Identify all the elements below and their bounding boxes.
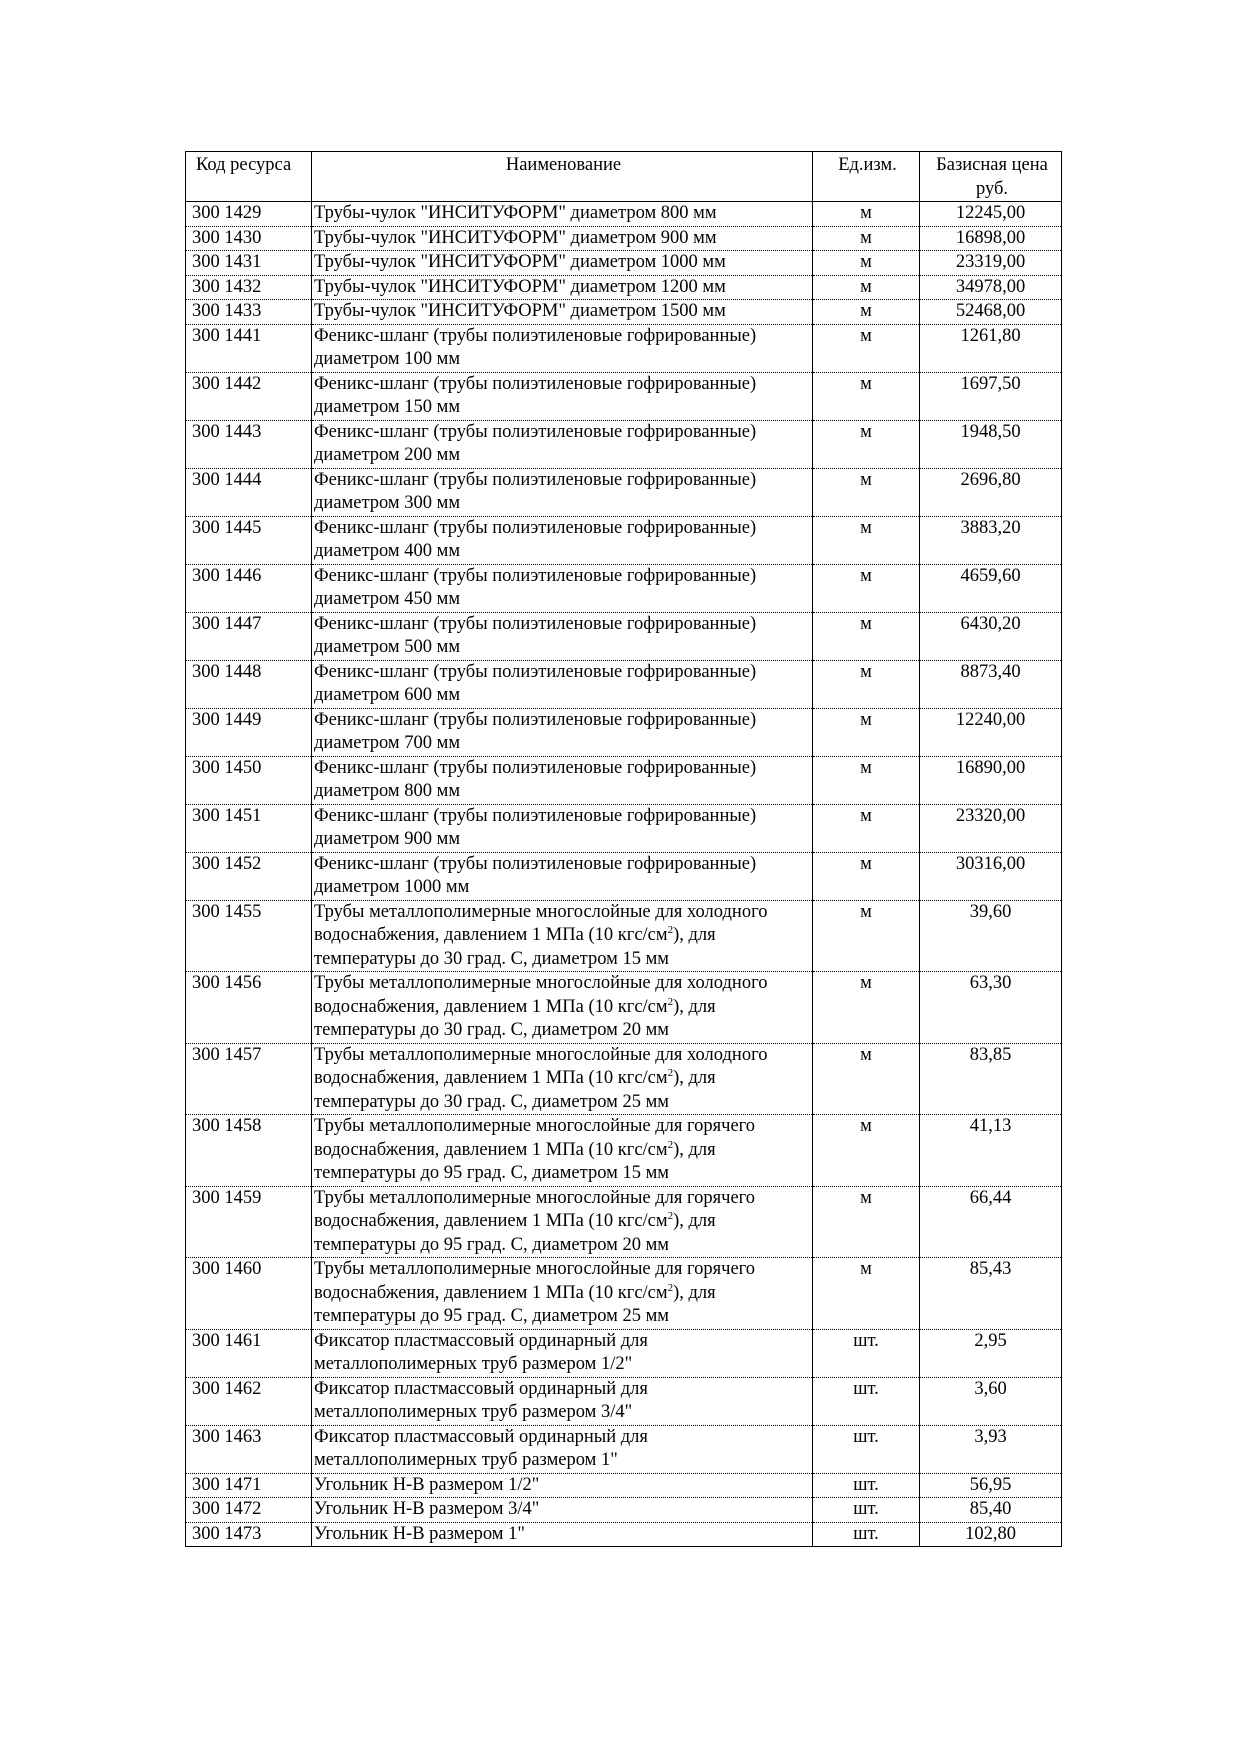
- price-cell: 3883,20: [920, 516, 1062, 564]
- name-cell: Феникс-шланг (трубы полиэтиленовые гофрированные) диаметром 450 мм: [312, 564, 813, 612]
- price-cell: 41,13: [920, 1115, 1062, 1187]
- code-cell: 300 1473: [186, 1522, 312, 1547]
- table-row: [186, 420, 1062, 468]
- price-cell: 3,60: [920, 1377, 1062, 1425]
- price-cell: 102,80: [920, 1522, 1062, 1547]
- unit-cell: м: [813, 420, 920, 468]
- name-cell: Угольник Н-В размером 1": [312, 1522, 813, 1547]
- table-row: [186, 1425, 1062, 1473]
- table-row: [186, 300, 1062, 325]
- code-cell: 300 1471: [186, 1473, 312, 1498]
- unit-cell: м: [813, 852, 920, 900]
- price-cell: 34978,00: [920, 275, 1062, 300]
- header-unit: Ед.изм.: [813, 152, 920, 202]
- table-row: [186, 564, 1062, 612]
- table-body: [186, 202, 1062, 1547]
- unit-cell: м: [813, 275, 920, 300]
- name-cell: Феникс-шланг (трубы полиэтиленовые гофрированные) диаметром 700 мм: [312, 708, 813, 756]
- name-cell: Трубы-чулок "ИНСИТУФОРМ" диаметром 1500 мм: [312, 300, 813, 325]
- code-cell: 300 1460: [186, 1258, 312, 1330]
- name-cell: Фиксатор пластмассовый ординарный для металлополимерных труб размером 3/4": [312, 1377, 813, 1425]
- table-row: [186, 852, 1062, 900]
- name-cell: Феникс-шланг (трубы полиэтиленовые гофрированные) диаметром 150 мм: [312, 372, 813, 420]
- table-row: [186, 516, 1062, 564]
- price-cell: 23320,00: [920, 804, 1062, 852]
- table-row: [186, 1498, 1062, 1523]
- name-cell: Фиксатор пластмассовый ординарный для металлополимерных труб размером 1": [312, 1425, 813, 1473]
- name-cell: Феникс-шланг (трубы полиэтиленовые гофрированные) диаметром 900 мм: [312, 804, 813, 852]
- unit-cell: м: [813, 660, 920, 708]
- name-cell: Трубы металлополимерные многослойные для горячего водоснабжения, давлением 1 МПа (10 кгс/$см^2$), для температуры до 95 град. С, диаметром 15 мм: [312, 1115, 813, 1187]
- table-row: [186, 372, 1062, 420]
- table-row: [186, 468, 1062, 516]
- unit-cell: м: [813, 300, 920, 325]
- table-row: [186, 972, 1062, 1044]
- price-cell: 16890,00: [920, 756, 1062, 804]
- table-row: [186, 1115, 1062, 1187]
- unit-cell: м: [813, 756, 920, 804]
- price-cell: 1948,50: [920, 420, 1062, 468]
- code-cell: 300 1442: [186, 372, 312, 420]
- price-cell: 63,30: [920, 972, 1062, 1044]
- header-name: Наименование: [312, 152, 813, 202]
- unit-cell: м: [813, 324, 920, 372]
- price-cell: 2,95: [920, 1329, 1062, 1377]
- table-row: [186, 708, 1062, 756]
- unit-cell: м: [813, 372, 920, 420]
- code-cell: 300 1451: [186, 804, 312, 852]
- price-table: [185, 151, 1062, 1547]
- name-cell: Трубы металлополимерные многослойные для холодного водоснабжения, давлением 1 МПа (10 кгс/$см^2$), для температуры до 30 град. С, диаметром 15 мм: [312, 900, 813, 972]
- price-cell: 85,40: [920, 1498, 1062, 1523]
- name-cell: Феникс-шланг (трубы полиэтиленовые гофрированные) диаметром 400 мм: [312, 516, 813, 564]
- unit-cell: м: [813, 900, 920, 972]
- price-cell: 12245,00: [920, 202, 1062, 227]
- code-cell: 300 1459: [186, 1186, 312, 1258]
- price-cell: 16898,00: [920, 226, 1062, 251]
- unit-cell: м: [813, 612, 920, 660]
- table-row: [186, 324, 1062, 372]
- table-row: [186, 756, 1062, 804]
- unit-cell: шт.: [813, 1522, 920, 1547]
- table-row: [186, 1329, 1062, 1377]
- unit-cell: м: [813, 202, 920, 227]
- price-cell: 52468,00: [920, 300, 1062, 325]
- name-cell: Феникс-шланг (трубы полиэтиленовые гофрированные) диаметром 1000 мм: [312, 852, 813, 900]
- unit-cell: шт.: [813, 1473, 920, 1498]
- name-cell: Трубы металлополимерные многослойные для горячего водоснабжения, давлением 1 МПа (10 кгс/$см^2$), для температуры до 95 град. С, диаметром 25 мм: [312, 1258, 813, 1330]
- table-row: [186, 1522, 1062, 1547]
- price-cell: 1261,80: [920, 324, 1062, 372]
- unit-cell: м: [813, 972, 920, 1044]
- price-cell: 66,44: [920, 1186, 1062, 1258]
- table-row: [186, 612, 1062, 660]
- unit-cell: м: [813, 1186, 920, 1258]
- unit-cell: шт.: [813, 1498, 920, 1523]
- code-cell: 300 1452: [186, 852, 312, 900]
- code-cell: 300 1449: [186, 708, 312, 756]
- table-row: [186, 202, 1062, 227]
- price-cell: 56,95: [920, 1473, 1062, 1498]
- table-row: [186, 1377, 1062, 1425]
- unit-cell: м: [813, 1115, 920, 1187]
- header-row: [186, 152, 1062, 202]
- unit-cell: м: [813, 516, 920, 564]
- price-cell: 3,93: [920, 1425, 1062, 1473]
- price-cell: 23319,00: [920, 251, 1062, 276]
- code-cell: 300 1443: [186, 420, 312, 468]
- name-cell: Трубы-чулок "ИНСИТУФОРМ" диаметром 1200 мм: [312, 275, 813, 300]
- name-cell: Трубы металлополимерные многослойные для холодного водоснабжения, давлением 1 МПа (10 кгс/$см^2$), для температуры до 30 град. С, диаметром 25 мм: [312, 1043, 813, 1115]
- code-cell: 300 1472: [186, 1498, 312, 1523]
- code-cell: 300 1455: [186, 900, 312, 972]
- price-cell: 39,60: [920, 900, 1062, 972]
- price-cell: 30316,00: [920, 852, 1062, 900]
- unit-cell: м: [813, 1258, 920, 1330]
- price-cell: 6430,20: [920, 612, 1062, 660]
- name-cell: Угольник Н-В размером 3/4": [312, 1498, 813, 1523]
- code-cell: 300 1456: [186, 972, 312, 1044]
- price-cell: 2696,80: [920, 468, 1062, 516]
- code-cell: 300 1446: [186, 564, 312, 612]
- unit-cell: м: [813, 251, 920, 276]
- price-cell: 4659,60: [920, 564, 1062, 612]
- code-cell: 300 1463: [186, 1425, 312, 1473]
- code-cell: 300 1448: [186, 660, 312, 708]
- name-cell: Трубы-чулок "ИНСИТУФОРМ" диаметром 1000 мм: [312, 251, 813, 276]
- unit-cell: шт.: [813, 1425, 920, 1473]
- name-cell: Трубы-чулок "ИНСИТУФОРМ" диаметром 900 мм: [312, 226, 813, 251]
- unit-cell: м: [813, 804, 920, 852]
- name-cell: Феникс-шланг (трубы полиэтиленовые гофрированные) диаметром 300 мм: [312, 468, 813, 516]
- price-cell: 83,85: [920, 1043, 1062, 1115]
- name-cell: Феникс-шланг (трубы полиэтиленовые гофрированные) диаметром 800 мм: [312, 756, 813, 804]
- table-row: [186, 1043, 1062, 1115]
- name-cell: Угольник Н-В размером 1/2": [312, 1473, 813, 1498]
- code-cell: 300 1461: [186, 1329, 312, 1377]
- name-cell: Фиксатор пластмассовый ординарный для металлополимерных труб размером 1/2": [312, 1329, 813, 1377]
- table-row: [186, 1186, 1062, 1258]
- code-cell: 300 1458: [186, 1115, 312, 1187]
- table-row: [186, 1258, 1062, 1330]
- unit-cell: м: [813, 1043, 920, 1115]
- name-cell: Феникс-шланг (трубы полиэтиленовые гофрированные) диаметром 200 мм: [312, 420, 813, 468]
- code-cell: 300 1457: [186, 1043, 312, 1115]
- code-cell: 300 1462: [186, 1377, 312, 1425]
- table-header: [186, 152, 1062, 202]
- code-cell: 300 1431: [186, 251, 312, 276]
- unit-cell: шт.: [813, 1377, 920, 1425]
- code-cell: 300 1444: [186, 468, 312, 516]
- code-cell: 300 1445: [186, 516, 312, 564]
- code-cell: 300 1433: [186, 300, 312, 325]
- header-price-line2: руб.: [975, 178, 1009, 199]
- price-cell: 8873,40: [920, 660, 1062, 708]
- name-cell: Феникс-шланг (трубы полиэтиленовые гофрированные) диаметром 500 мм: [312, 612, 813, 660]
- table-row: [186, 275, 1062, 300]
- name-cell: Трубы-чулок "ИНСИТУФОРМ" диаметром 800 мм: [312, 202, 813, 227]
- unit-cell: шт.: [813, 1329, 920, 1377]
- code-cell: 300 1430: [186, 226, 312, 251]
- name-cell: Феникс-шланг (трубы полиэтиленовые гофрированные) диаметром 100 мм: [312, 324, 813, 372]
- table-row: [186, 660, 1062, 708]
- name-cell: Трубы металлополимерные многослойные для холодного водоснабжения, давлением 1 МПа (10 кгс/$см^2$), для температуры до 30 град. С, диаметром 20 мм: [312, 972, 813, 1044]
- code-cell: 300 1432: [186, 275, 312, 300]
- header-price: [920, 152, 1062, 202]
- unit-cell: м: [813, 226, 920, 251]
- code-cell: 300 1441: [186, 324, 312, 372]
- name-cell: Феникс-шланг (трубы полиэтиленовые гофрированные) диаметром 600 мм: [312, 660, 813, 708]
- table-row: [186, 251, 1062, 276]
- table-row: [186, 1473, 1062, 1498]
- code-cell: 300 1429: [186, 202, 312, 227]
- table-row: [186, 226, 1062, 251]
- price-cell: 1697,50: [920, 372, 1062, 420]
- code-cell: 300 1447: [186, 612, 312, 660]
- code-cell: 300 1450: [186, 756, 312, 804]
- unit-cell: м: [813, 468, 920, 516]
- header-code: Код ресурса: [186, 152, 312, 202]
- table-row: [186, 900, 1062, 972]
- unit-cell: м: [813, 708, 920, 756]
- price-cell: 12240,00: [920, 708, 1062, 756]
- unit-cell: м: [813, 564, 920, 612]
- table-row: [186, 804, 1062, 852]
- name-cell: Трубы металлополимерные многослойные для горячего водоснабжения, давлением 1 МПа (10 кгс/$см^2$), для температуры до 95 град. С, диаметром 20 мм: [312, 1186, 813, 1258]
- price-cell: 85,43: [920, 1258, 1062, 1330]
- header-price-line1: Базисная цена: [936, 155, 1048, 175]
